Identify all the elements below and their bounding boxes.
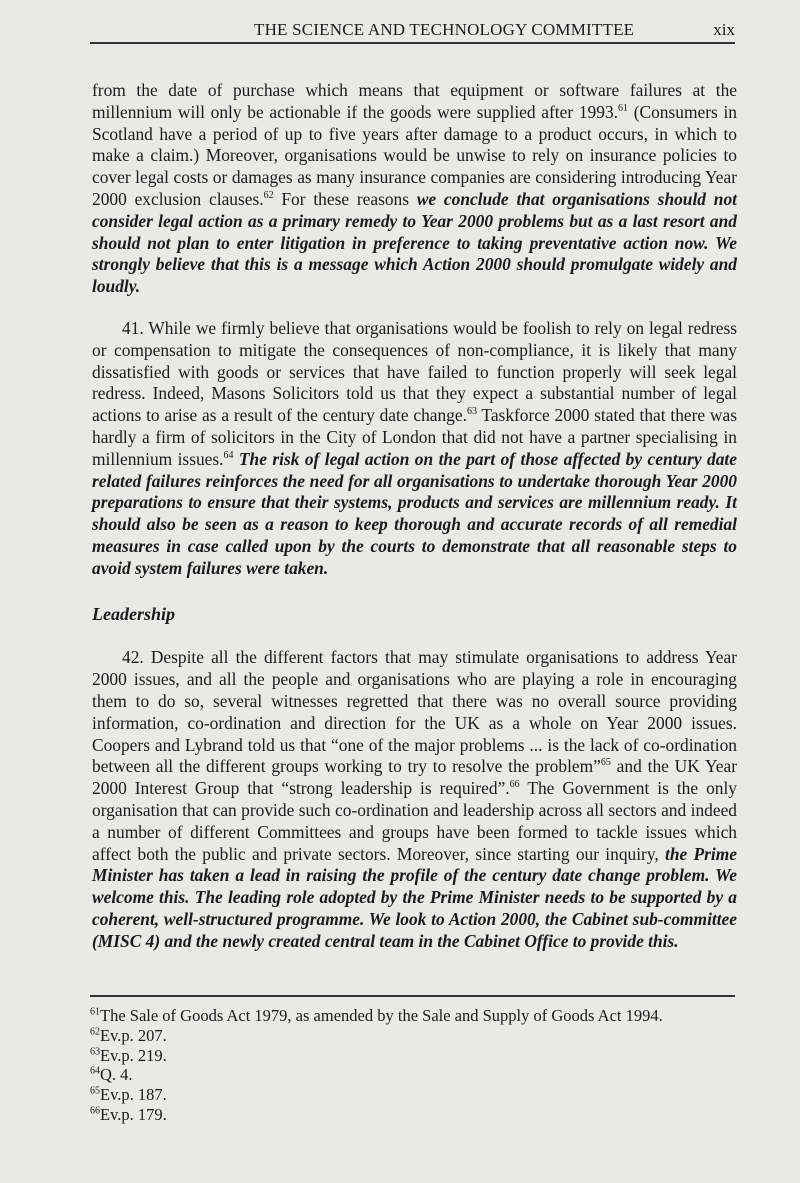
- footnote: [90, 1105, 740, 1125]
- footnote-number: 63: [90, 1046, 100, 1058]
- paragraph-text: and the UK Year 2000 Interest Group that “strong leadership is required”.: [92, 756, 737, 799]
- running-head: [0, 20, 800, 44]
- footnotes: [90, 1006, 740, 1125]
- footnote-ref: 65: [600, 757, 611, 769]
- body-text: [92, 80, 737, 952]
- paragraph-text: Taskforce 2000 stated that there was hardly a firm of solicitors in the City of London that did not have a partner specialising in millennium issues.: [92, 405, 737, 469]
- page-number: xix: [713, 20, 735, 39]
- paragraph-text: from the date of purchase which means that equipment or software failures at the millennium will only be actionable if the goods were supplied after 1993.: [92, 80, 737, 122]
- paragraph-text: 42. Despite all the different factors that may stimulate organisations to address Year 2000 issues, and all the people and organisations who are playing a role in encouraging them to do so, several witnesses regretted that there was no overall source providing information, co-ordination and direction for the UK as a whole on Year 2000 issues. Coopers and Lybrand told us that “one of the major problems ... is the lack of co-ordination between all the different groups working to try to resolve the problem”: [92, 647, 737, 777]
- running-head-title: THE SCIENCE AND TECHNOLOGY COMMITTEE: [254, 20, 635, 39]
- footnote: [90, 1085, 740, 1105]
- paragraph-continued: [92, 80, 737, 298]
- conclusion-emphasis: the Prime Minister has taken a lead in raising the profile of the century date change problem. We welcome this. The leading role adopted by the Prime Minister needs to be supported by a coherent, well-structured programme. We look to Action 2000, the Cabinet sub-committee (MISC 4) and the newly created central team in the Cabinet Office to provide this.: [92, 843, 738, 951]
- footnote-rule: [90, 995, 735, 997]
- footnote-text: Ev.p. 207.: [100, 1025, 167, 1045]
- footnote-number: 65: [90, 1085, 100, 1097]
- footnote-ref: 61: [618, 103, 628, 114]
- footnote-ref: 62: [263, 190, 274, 202]
- paragraph-41: [92, 318, 737, 580]
- footnote-text: Q. 4.: [100, 1065, 133, 1085]
- footnote-number: 66: [90, 1105, 100, 1117]
- footnote-ref: 66: [509, 779, 520, 791]
- footnote: [90, 1026, 740, 1046]
- paragraph-text: 41. While we firmly believe that organisations would be foolish to rely on legal redress or compensation to mitigate the consequences of non-compliance, it is likely that many dissatisfied with goods or services that have failed to function properly will seek legal redress. Indeed, Masons Solicitors told us that they expect a substantial number of legal actions to arise as a result of the century date change.: [92, 317, 737, 426]
- footnote-text: Ev.p. 219.: [100, 1045, 167, 1065]
- footnote-number: 61: [90, 1006, 100, 1018]
- paragraph-42: [92, 647, 737, 952]
- footnote: [90, 1006, 740, 1026]
- footnote-text: The Sale of Goods Act 1979, as amended by the Sale and Supply of Goods Act 1994.: [100, 1006, 663, 1025]
- footnote-ref: 64: [223, 449, 234, 461]
- paragraph-text: (Consumers in Scotland have a period of up to five years after damage to a product occurs, in which to make a claim.) Moreover, organisations would be unwise to rely on insurance policies to cover legal costs or damages as many insurance companies are considering introducing Year 2000 exclusion clauses.: [92, 101, 738, 209]
- footnote-text: Ev.p. 187.: [100, 1085, 167, 1105]
- footnote: [90, 1046, 740, 1066]
- footnote-number: 64: [90, 1065, 100, 1077]
- footnote-ref: 63: [466, 406, 477, 418]
- paragraph-text: The Government is the only organisation that can provide such co-ordination and leadership across all sectors and indeed a number of different Committees and groups have been formed to tackle issues which affect both the public and private sectors. Moreover, since starting our inquiry,: [92, 778, 738, 864]
- footnote: [90, 1065, 740, 1085]
- section-heading: Leadership: [92, 603, 175, 624]
- footnote-number: 62: [90, 1026, 100, 1038]
- conclusion-emphasis: we conclude that organisations should not consider legal action as a primary remedy to Year 2000 problems but as a last resort and should not plan to enter litigation in preference to taking preventative action now. We strongly believe that this is a message which Action 2000 should promulgate widely and loudly.: [92, 188, 737, 297]
- header-rule: [90, 42, 735, 44]
- footnote-text: Ev.p. 179.: [100, 1104, 167, 1124]
- conclusion-emphasis: The risk of legal action on the part of those affected by century date related failures reinforces the need for all organisations to undertake thorough Year 2000 preparations to ensure that their systems, products and services are millennium ready. It should also be seen as a reason to keep thorough and accurate records of all remedial measures in case called upon by the courts to demonstrate that all reasonable steps to avoid system failures were taken.: [92, 448, 737, 578]
- paragraph-text: For these reasons: [273, 188, 417, 209]
